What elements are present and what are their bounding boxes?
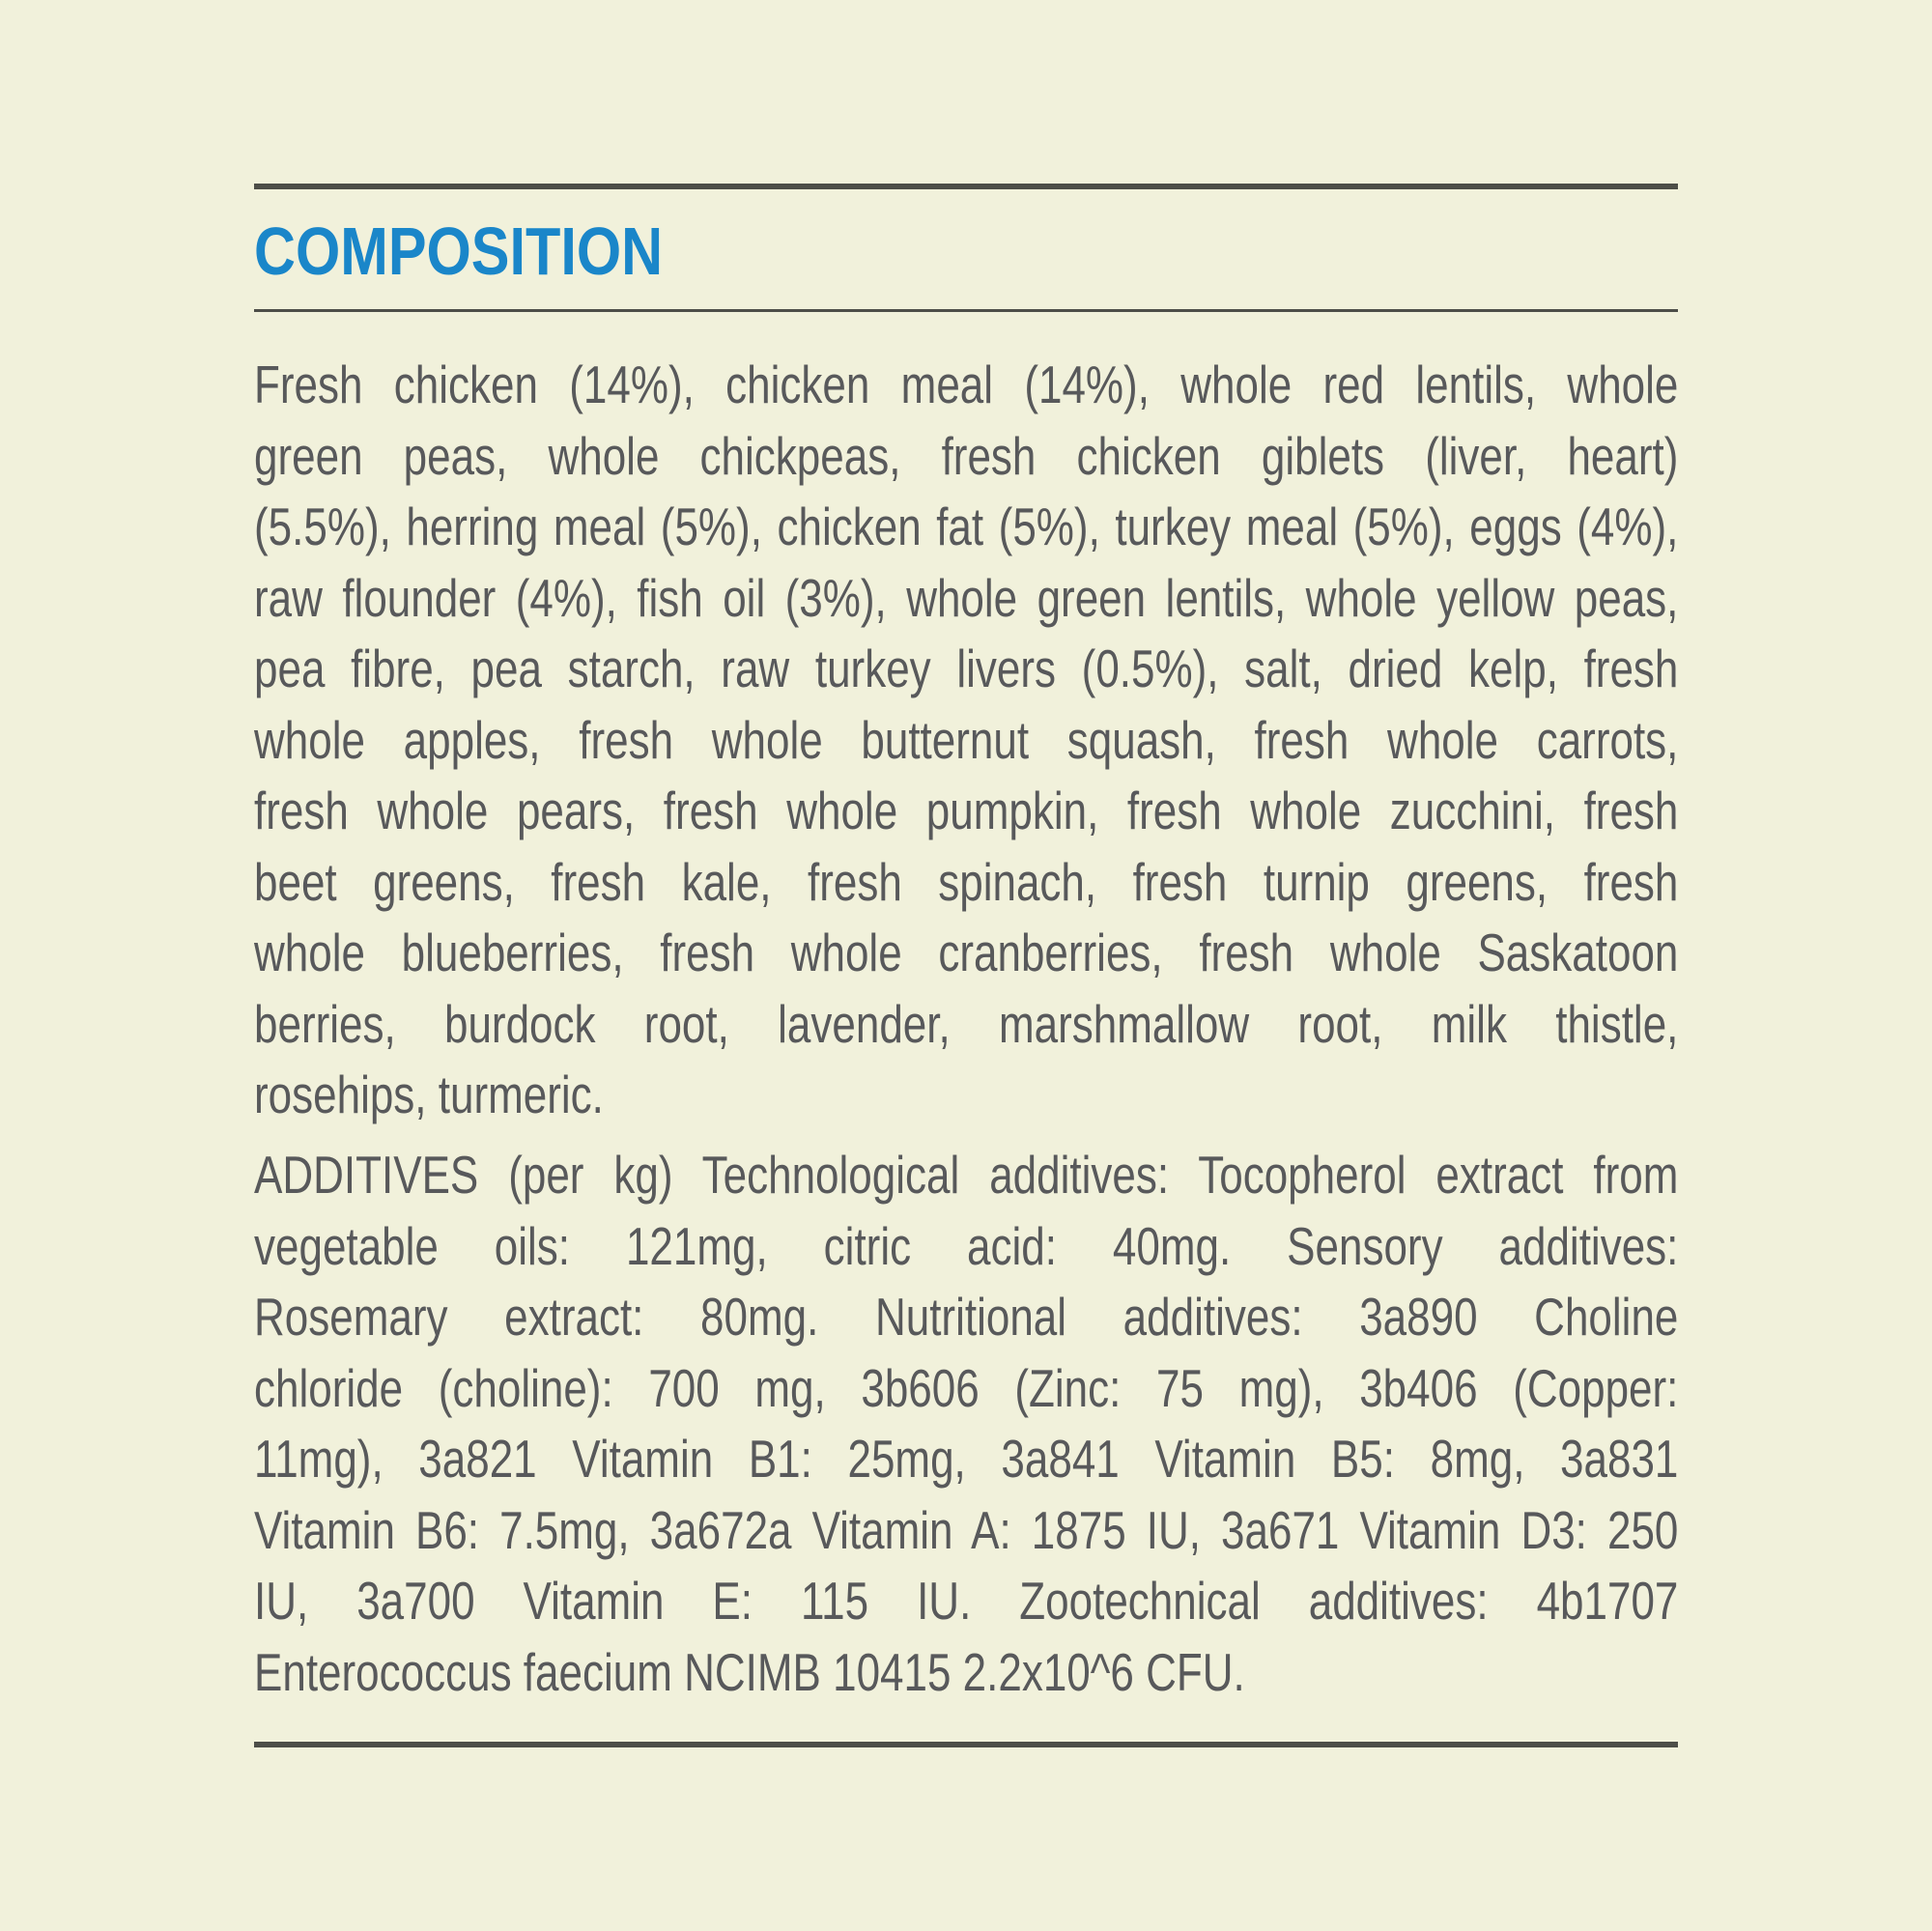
text-line: beet greens, fresh kale, fresh spinach, fresh turnip greens, fresh: [254, 851, 1679, 912]
text-line: ADDITIVES (per kg) Technological additives: Tocopherol extract from: [254, 1145, 1679, 1205]
text-line: raw flounder (4%), fish oil (3%), whole green lentils, whole yellow peas,: [254, 567, 1679, 628]
additives-paragraph: [254, 1140, 1678, 1708]
text-line: vegetable oils: 121mg, citric acid: 40mg. Sensory additives:: [254, 1215, 1679, 1276]
text-line: whole apples, fresh whole butternut squash, fresh whole carrots,: [254, 709, 1679, 770]
text-line: Fresh chicken (14%), chicken meal (14%), whole red lentils, whole: [254, 355, 1679, 414]
text-line: berries, burdock root, lavender, marshmallow root, milk thistle,: [254, 993, 1679, 1054]
text-line: whole blueberries, fresh whole cranberries, fresh whole Saskatoon: [254, 923, 1679, 982]
divider-top: [254, 184, 1678, 189]
divider-under-heading: [254, 309, 1678, 312]
text-line: Vitamin B6: 7.5mg, 3a672a Vitamin A: 1875 IU, 3a671 Vitamin D3: 250: [254, 1499, 1679, 1560]
divider-bottom: [254, 1742, 1678, 1747]
text-line: Enterococcus faecium NCIMB 10415 2.2x10^6 CFU.: [254, 1641, 1245, 1702]
section-heading: COMPOSITION: [254, 213, 664, 289]
ingredients-paragraph: [254, 350, 1678, 1131]
text-line: pea fibre, pea starch, raw turkey livers (0.5%), salt, dried kelp, fresh: [254, 639, 1679, 698]
text-line: chloride (choline): 700 mg, 3b606 (Zinc: 75 mg), 3b406 (Copper:: [254, 1357, 1679, 1418]
text-line: fresh whole pears, fresh whole pumpkin, fresh whole zucchini, fresh: [254, 781, 1679, 840]
text-line: IU, 3a700 Vitamin E: 115 IU. Zootechnical additives: 4b1707: [254, 1571, 1679, 1631]
text-line: green peas, whole chickpeas, fresh chicken giblets (liver, heart): [254, 425, 1679, 486]
text-line: rosehips, turmeric.: [254, 1065, 604, 1124]
text-line: 11mg), 3a821 Vitamin B1: 25mg, 3a841 Vitamin B5: 8mg, 3a831: [254, 1429, 1679, 1489]
composition-section: [254, 0, 1678, 1931]
text-line: (5.5%), herring meal (5%), chicken fat (5%), turkey meal (5%), eggs (4%),: [254, 497, 1679, 556]
text-line: Rosemary extract: 80mg. Nutritional additives: 3a890 Choline: [254, 1287, 1679, 1347]
